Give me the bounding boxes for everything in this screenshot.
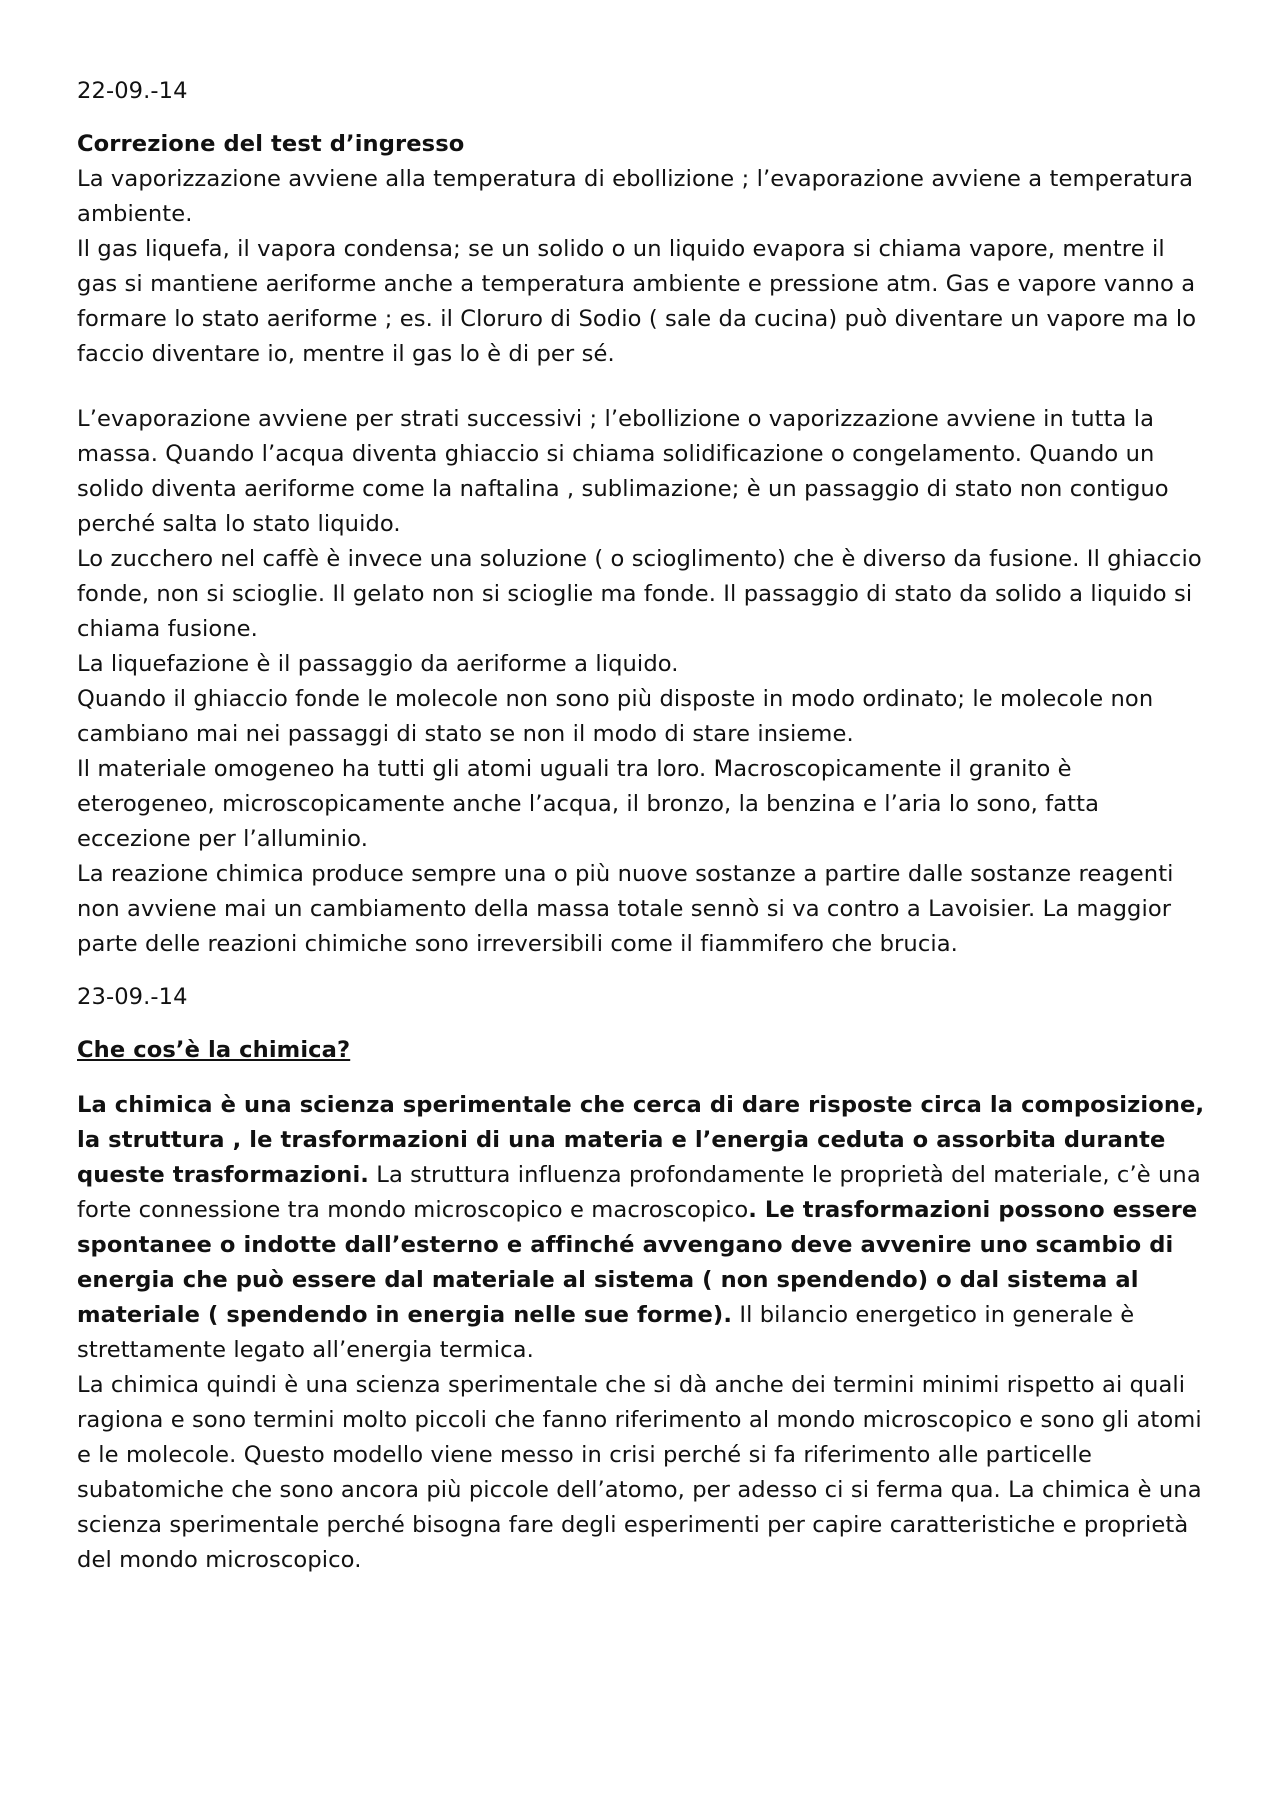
bold-text: . Le trasformazioni possono essere spontanee o indotte dall’esterno e affinché avvengano deve avvenire uno scambio di energia che può essere dal materiale al sistema ( non spendendo) o dal sistema al materiale ( spendendo in energia nelle sue forme).	[77, 1197, 1198, 1328]
spacer	[77, 372, 1212, 402]
paragraph: Quando il ghiaccio fonde le molecole non sono più disposte in modo ordinato; le molecole non cambiano mai nei passaggi di stato se non il modo di stare insieme.	[77, 686, 1154, 747]
definition-paragraph	[77, 1088, 1212, 1368]
paragraph: La vaporizzazione avviene alla temperatura di ebollizione ; l’evaporazione avviene a temperatura ambiente.	[77, 166, 1194, 227]
paragraph: Il gas liquefa, il vapora condensa; se un solido o un liquido evapora si chiama vapore, mentre il gas si mantiene aeriforme anche a temperatura ambiente e pressione atm. Gas e vapore vanno a formare lo stato aeriforme ; es. il Cloruro di Sodio ( sale da cucina) può diventare un vapore ma lo faccio diventare io, mentre il gas lo è di per sé.	[77, 236, 1197, 367]
paragraph: Il materiale omogeneo ha tutti gli atomi uguali tra loro. Macroscopicamente il granito è eterogeneo, microscopicamente anche l’acqua, il bronzo, la benzina e l’aria lo sono, fatta eccezione per l’alluminio.	[77, 756, 1100, 852]
paragraph: La liquefazione è il passaggio da aeriforme a liquido.	[77, 651, 679, 677]
section-title-1: Correzione del test d’ingresso	[77, 131, 465, 157]
paragraph: La chimica quindi è una scienza sperimentale che si dà anche dei termini minimi rispetto ai quali ragiona e sono termini molto piccoli che fanno riferimento al mondo microscopico e sono gli atomi e le molecole. Questo modello viene messo in crisi perché si fa riferimento alle particelle subatomiche che sono ancora più piccole dell’atomo, per adesso ci si ferma qua. La chimica è una scienza sperimentale perché bisogna fare degli esperimenti per capire caratteristiche e proprietà del mondo microscopico.	[77, 1372, 1202, 1573]
paragraph: L’evaporazione avviene per strati successivi ; l’ebollizione o vaporizzazione avviene in tutta la massa. Quando l’acqua diventa ghiaccio si chiama solidificazione o congelamento. Quando un solido diventa aeriforme come la naftalina , sublimazione; è un passaggio di stato non contiguo perché salta lo stato liquido.	[77, 406, 1169, 537]
date-1: 22-09.-14	[77, 78, 188, 104]
plain-text: Il bilancio energetico in generale è strettamente legato all’energia termica.	[77, 1302, 1135, 1363]
document-content	[77, 74, 1212, 1578]
date-2: 23-09.-14	[77, 984, 188, 1010]
paragraph: Lo zucchero nel caffè è invece una soluzione ( o scioglimento) che è diverso da fusione. Il ghiaccio fonde, non si scioglie. Il gelato non si scioglie ma fonde. Il passaggio di stato da solido a liquido si chiama fusione.	[77, 546, 1202, 642]
bold-text: La chimica è una scienza sperimentale che cerca di dare risposte circa la composizione, la struttura , le trasformazioni di una materia e l’energia ceduta o assorbita durante queste trasformazioni.	[77, 1092, 1205, 1188]
section-title-2: Che cos’è la chimica?	[77, 1037, 351, 1063]
paragraph: La reazione chimica produce sempre una o più nuove sostanze a partire dalle sostanze reagenti non avviene mai un cambiamento della massa totale sennò si va contro a Lavoisier. La maggior parte delle reazioni chimiche sono irreversibili come il fiammifero che brucia.	[77, 861, 1174, 957]
plain-text: La struttura influenza profondamente le proprietà del materiale, c’è una forte connessione tra mondo microscopico e macroscopico	[77, 1162, 1201, 1223]
